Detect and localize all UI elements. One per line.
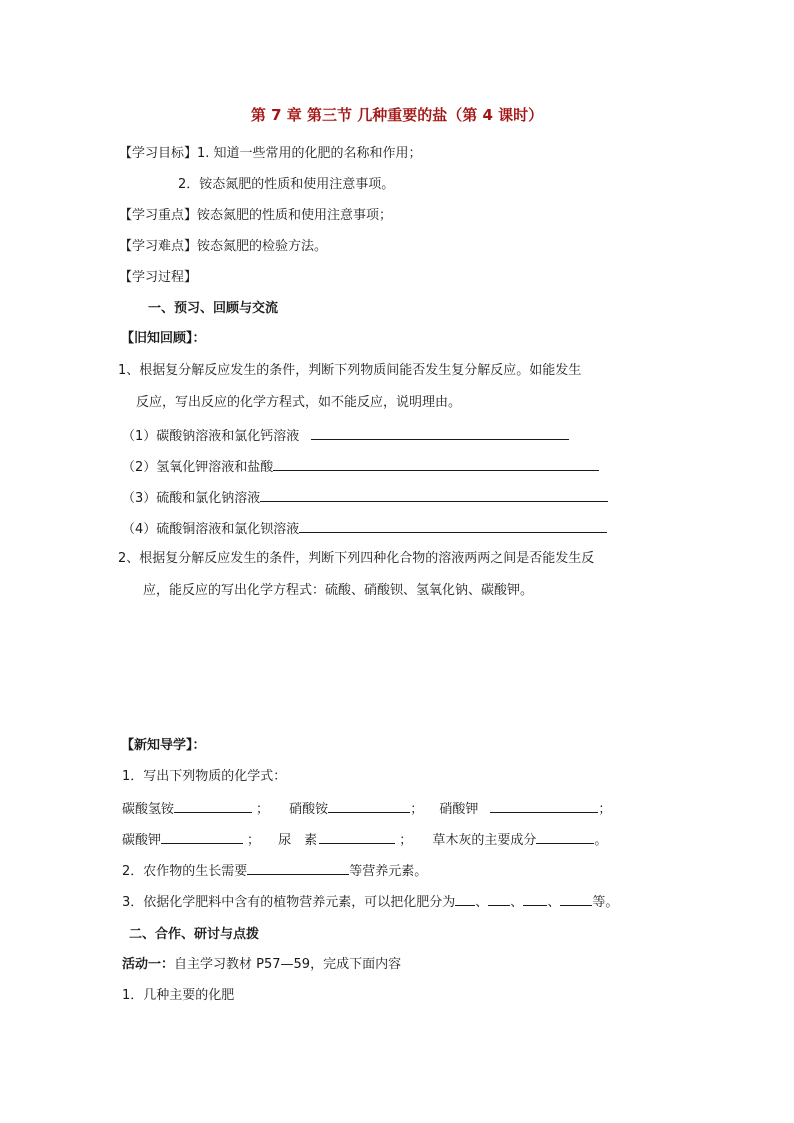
section2-heading: 二、合作、研讨与点拨: [129, 927, 260, 942]
sub-question-1: [122, 426, 569, 446]
goals-label: 【学习目标】: [119, 146, 198, 161]
chem-b: 硝酸铵: [289, 802, 329, 817]
goal-item-1: 1. 知道一些常用的化肥的名称和作用；: [197, 146, 422, 161]
answer-blank[interactable]: [260, 488, 608, 502]
review-label: 【旧知回顾】：: [121, 331, 206, 346]
chem-formula-row-1: [122, 799, 611, 819]
sub-question-2-text: （2）氢氧化钾溶液和盐酸: [122, 460, 274, 475]
section2-item-1: 1．几种主要的化肥: [122, 988, 235, 1003]
chem-a: 碳酸氢铵: [122, 802, 175, 817]
question-2-line2: 应，能反应的写出化学方程式：硫酸、硝酸钡、氢氧化钠、碳酸钾。: [143, 583, 534, 598]
answer-blank[interactable]: [311, 426, 569, 440]
new-item-2: [122, 861, 427, 881]
separator: ；: [256, 802, 270, 817]
sub-question-3: [122, 488, 608, 508]
activity-1: [122, 956, 401, 974]
new-item-3-pre: 3．依据化学肥料中含有的植物营养元素，可以把化肥分为: [122, 895, 456, 910]
answer-blank[interactable]: [161, 830, 243, 844]
sub-question-1-text: （1）碳酸钠溶液和氯化钙溶液: [122, 429, 300, 444]
difficulties-label: 【学习难点】: [119, 239, 198, 254]
separator: 、: [510, 895, 524, 910]
separator: 、: [475, 895, 489, 910]
answer-blank[interactable]: [174, 799, 252, 813]
answer-blank[interactable]: [328, 799, 410, 813]
key-points: [119, 207, 392, 225]
answer-blank[interactable]: [490, 799, 598, 813]
new-item-2-pre: 2．农作物的生长需要: [122, 864, 248, 879]
separator: 、: [547, 895, 561, 910]
chem-e: 尿 素: [278, 833, 318, 848]
answer-blank[interactable]: [488, 892, 510, 906]
chem-d: 碳酸钾: [122, 833, 162, 848]
sub-question-4-text: （4）硫酸铜溶液和氯化钡溶液: [122, 522, 300, 537]
learning-goals: [119, 145, 422, 163]
question-1-line1: 1、根据复分解反应发生的条件，判断下列物质间能否发生复分解反应。如能发生: [118, 363, 582, 378]
difficulties-text: 铵态氮肥的检验方法。: [197, 239, 328, 254]
answer-blank[interactable]: [455, 892, 475, 906]
chem-c: 硝酸钾: [439, 802, 479, 817]
separator: ；: [598, 802, 612, 817]
separator: ；: [399, 833, 413, 848]
question-2-line1: 2、根据复分解反应发生的条件，判断下列四种化合物的溶液两两之间是否能发生反: [118, 551, 595, 566]
new-item-3: [122, 892, 618, 912]
separator: ；: [247, 833, 261, 848]
chem-f: 草木灰的主要成分: [432, 833, 537, 848]
sub-question-2: [122, 457, 599, 477]
section1-heading: 一、预习、回顾与交流: [148, 301, 279, 316]
key-points-label: 【学习重点】: [119, 208, 198, 223]
page-title: 第 7 章 第三节 几种重要的盐（第 4 课时）: [250, 106, 544, 124]
answer-blank[interactable]: [247, 861, 349, 875]
answer-blank[interactable]: [299, 519, 607, 533]
difficulties: [119, 238, 327, 256]
process-label: 【学习过程】: [119, 270, 198, 285]
new-item-3-post: 等。: [592, 895, 619, 910]
key-points-text: 铵态氮肥的性质和使用注意事项；: [197, 208, 393, 223]
period: 。: [594, 833, 608, 848]
sub-question-3-text: （3）硫酸和氯化钠溶液: [122, 491, 261, 506]
new-item-1: 1．写出下列物质的化学式：: [122, 769, 287, 784]
new-knowledge-label: 【新知导学】：: [121, 738, 206, 753]
question-1-line2: 反应，写出反应的化学方程式，如不能反应，说明理由。: [136, 395, 462, 410]
answer-blank[interactable]: [273, 457, 599, 471]
activity-1-label: 活动一：: [122, 957, 175, 972]
answer-blank[interactable]: [319, 830, 395, 844]
answer-blank[interactable]: [523, 892, 547, 906]
chem-formula-row-2: [122, 830, 607, 850]
answer-blank[interactable]: [536, 830, 594, 844]
separator: ；: [410, 802, 424, 817]
activity-1-text: 自主学习教材 P57—59，完成下面内容: [174, 957, 402, 972]
new-item-2-post: 等营养元素。: [349, 864, 428, 879]
goal-item-2: 2．铵态氮肥的性质和使用注意事项。: [178, 177, 395, 192]
sub-question-4: [122, 519, 607, 539]
answer-blank[interactable]: [560, 892, 592, 906]
